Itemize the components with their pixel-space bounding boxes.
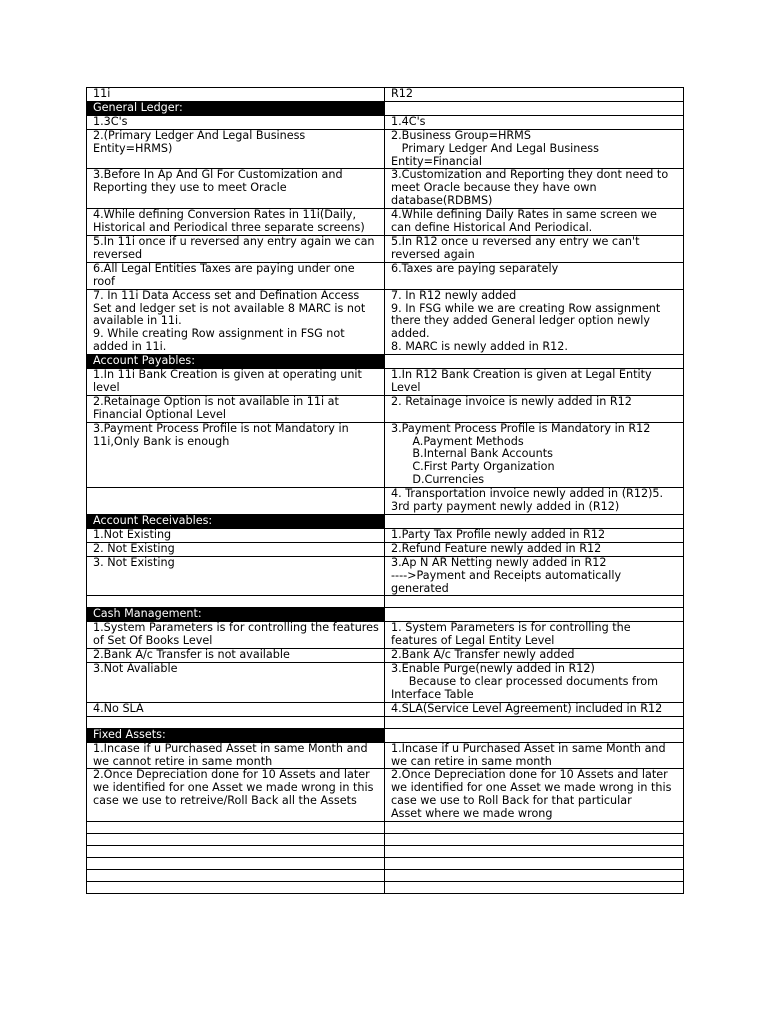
blank-row <box>87 716 684 728</box>
cell-11i: 1.Incase if u Purchased Asset in same Month and we cannot retire in same month <box>87 742 385 769</box>
cell-r12: 1.Incase if u Purchased Asset in same Month and we can retire in same month <box>385 742 684 769</box>
blank-row <box>87 822 684 834</box>
table-row <box>87 769 684 822</box>
cell-11i: 4.No SLA <box>87 702 385 716</box>
cell-11i: 2.Bank A/c Transfer is not available <box>87 649 385 663</box>
cell-r12: 4.SLA(Service Level Agreement) included in R12 <box>385 702 684 716</box>
cell-r12: 6.Taxes are paying separately <box>385 262 684 289</box>
cell-r12: 4. Transportation invoice newly added in (R12)5. 3rd party payment newly added in (R12) <box>385 488 684 515</box>
blank-row <box>87 834 684 846</box>
cell-11i <box>87 716 385 728</box>
blank-row <box>87 858 684 870</box>
cell-r12 <box>385 870 684 882</box>
blank-row <box>87 596 684 608</box>
cell-11i: 2. Not Existing <box>87 542 385 556</box>
cell-11i: 1.In 11i Bank Creation is given at operating unit level <box>87 369 385 396</box>
table-row <box>87 262 684 289</box>
section-title: Fixed Assets: <box>87 728 385 742</box>
table-row <box>87 235 684 262</box>
cell-11i: 3.Before In Ap And Gl For Customization and Reporting they use to meet Oracle <box>87 169 385 209</box>
cell-11i: 2.Once Depreciation done for 10 Assets and later we identified for one Asset we made wrong in this case we use to retreive/Roll Back all the Assets <box>87 769 385 822</box>
cell-11i: 1.3C's <box>87 115 385 129</box>
cell-11i <box>87 870 385 882</box>
section-title: General Ledger: <box>87 101 385 115</box>
table-row <box>87 422 684 488</box>
cell-r12 <box>385 728 684 742</box>
cell-r12: 2.Business Group=HRMS Primary Ledger And Legal Business Entity=Financial <box>385 129 684 169</box>
cell-11i: 5.In 11i once if u reversed any entry again we can reversed <box>87 235 385 262</box>
cell-11i: 11i <box>87 88 385 102</box>
table-row <box>87 169 684 209</box>
table-row <box>87 702 684 716</box>
cell-11i: 6.All Legal Entities Taxes are paying under one roof <box>87 262 385 289</box>
cell-r12: 2.Once Depreciation done for 10 Assets and later we identified for one Asset we made wrong in this case we use to Roll Back for that particular Asset where we made wrong <box>385 769 684 822</box>
cell-11i <box>87 858 385 870</box>
cell-r12: 7. In R12 newly added 9. In FSG while we are creating Row assignment there they added General ledger option newly added. 8. MARC is newly added in R12. <box>385 289 684 355</box>
cell-r12 <box>385 355 684 369</box>
table-row <box>87 622 684 649</box>
cell-r12 <box>385 834 684 846</box>
cell-11i: 2.(Primary Ledger And Legal Business Entity=HRMS) <box>87 129 385 169</box>
section-header-row <box>87 515 684 529</box>
cell-r12: R12 <box>385 88 684 102</box>
table-row <box>87 663 684 703</box>
cell-r12: 3.Ap N AR Netting newly added in R12 ---->Payment and Receipts automatically generated <box>385 556 684 596</box>
section-title: Account Receivables: <box>87 515 385 529</box>
cell-11i: 3.Payment Process Profile is not Mandatory in 11i,Only Bank is enough <box>87 422 385 488</box>
cell-r12: 1.4C's <box>385 115 684 129</box>
cell-r12: 3.Enable Purge(newly added in R12) Because to clear processed documents from Interface Table <box>385 663 684 703</box>
cell-r12: 2.Refund Feature newly added in R12 <box>385 542 684 556</box>
table-row <box>87 289 684 355</box>
cell-r12 <box>385 822 684 834</box>
section-header-row <box>87 101 684 115</box>
table-row <box>87 88 684 102</box>
cell-11i: 4.While defining Conversion Rates in 11i(Daily, Historical and Periodical three separate screens) <box>87 209 385 236</box>
table-row <box>87 556 684 596</box>
cell-r12 <box>385 608 684 622</box>
blank-row <box>87 846 684 858</box>
comparison-table-body <box>87 88 684 894</box>
cell-11i <box>87 882 385 894</box>
cell-11i <box>87 822 385 834</box>
cell-11i <box>87 596 385 608</box>
cell-r12 <box>385 858 684 870</box>
cell-11i: 2.Retainage Option is not available in 11i at Financial Optional Level <box>87 395 385 422</box>
comparison-table <box>86 87 684 894</box>
cell-11i: 1.Not Existing <box>87 528 385 542</box>
cell-r12 <box>385 846 684 858</box>
cell-r12 <box>385 716 684 728</box>
cell-r12 <box>385 882 684 894</box>
table-row <box>87 129 684 169</box>
table-row <box>87 649 684 663</box>
cell-r12 <box>385 515 684 529</box>
cell-r12: 2.Bank A/c Transfer newly added <box>385 649 684 663</box>
table-row <box>87 209 684 236</box>
section-header-row <box>87 608 684 622</box>
blank-row <box>87 882 684 894</box>
section-title: Cash Management: <box>87 608 385 622</box>
cell-r12: 3.Customization and Reporting they dont need to meet Oracle because they have own database(RDBMS) <box>385 169 684 209</box>
cell-11i <box>87 846 385 858</box>
table-row <box>87 115 684 129</box>
cell-r12: 3.Payment Process Profile is Mandatory in R12 A.Payment Methods B.Internal Bank Accounts C.First Party Organization D.Currencies <box>385 422 684 488</box>
cell-r12: 5.In R12 once u reversed any entry we can't reversed again <box>385 235 684 262</box>
table-row <box>87 742 684 769</box>
cell-r12: 4.While defining Daily Rates in same screen we can define Historical And Periodical. <box>385 209 684 236</box>
table-row <box>87 528 684 542</box>
cell-r12: 2. Retainage invoice is newly added in R12 <box>385 395 684 422</box>
cell-r12: 1.Party Tax Profile newly added in R12 <box>385 528 684 542</box>
cell-11i <box>87 834 385 846</box>
section-title: Account Payables: <box>87 355 385 369</box>
section-header-row <box>87 728 684 742</box>
section-header-row <box>87 355 684 369</box>
table-row <box>87 542 684 556</box>
cell-11i: 7. In 11i Data Access set and Defination Access Set and ledger set is not available 8 MARC is not available in 11i. 9. While creating Row assignment in FSG not added in 11i. <box>87 289 385 355</box>
table-row <box>87 395 684 422</box>
cell-r12 <box>385 596 684 608</box>
blank-row <box>87 870 684 882</box>
cell-r12: 1. System Parameters is for controlling the features of Legal Entity Level <box>385 622 684 649</box>
table-row <box>87 369 684 396</box>
cell-r12 <box>385 101 684 115</box>
table-row <box>87 488 684 515</box>
cell-r12: 1.In R12 Bank Creation is given at Legal Entity Level <box>385 369 684 396</box>
cell-11i: 3.Not Avaliable <box>87 663 385 703</box>
cell-11i <box>87 488 385 515</box>
cell-11i: 1.System Parameters is for controlling the features of Set Of Books Level <box>87 622 385 649</box>
cell-11i: 3. Not Existing <box>87 556 385 596</box>
